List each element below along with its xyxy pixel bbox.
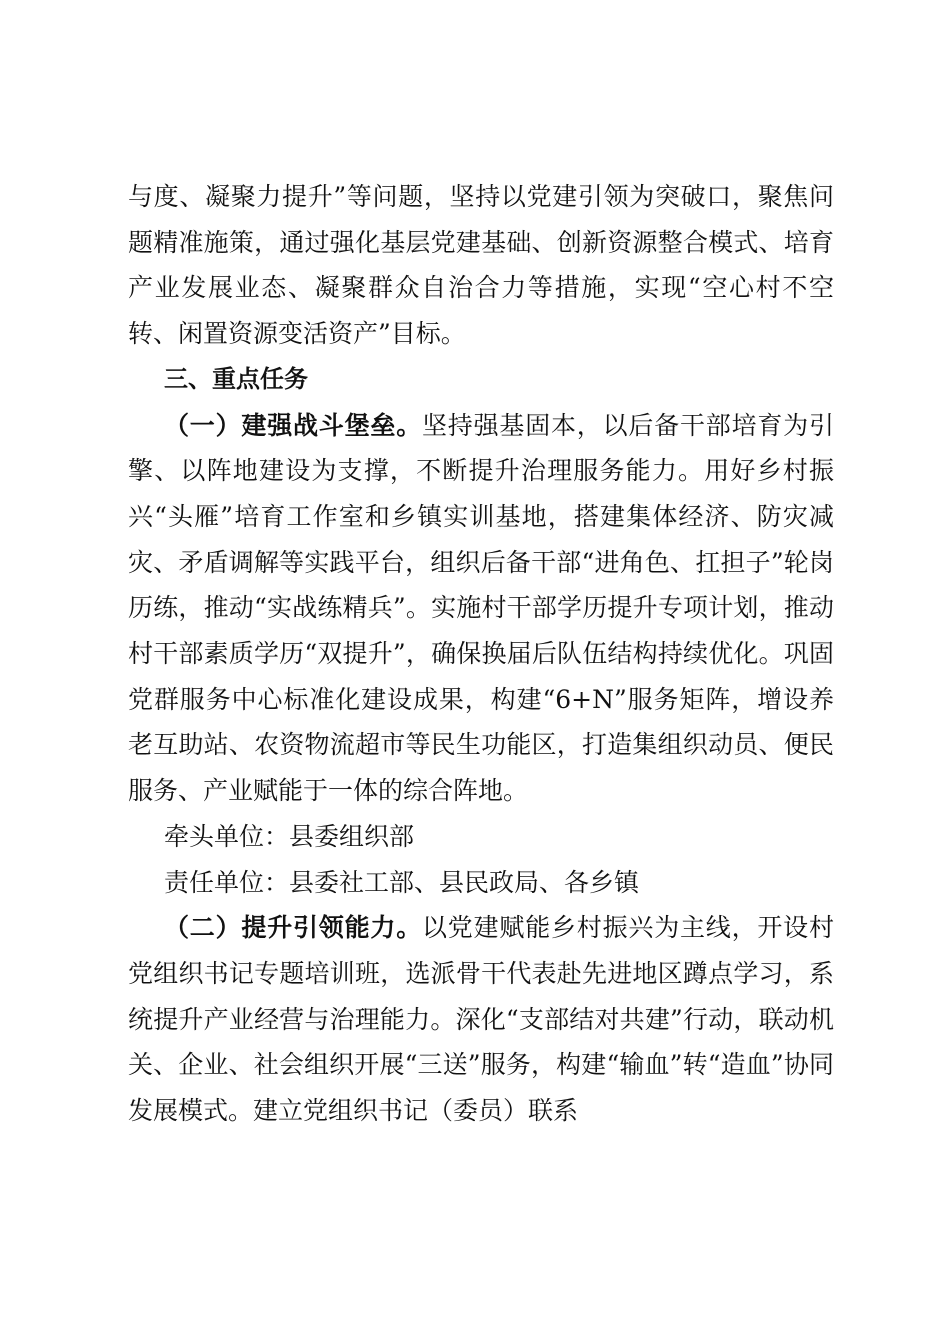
task-1-responsible-units: 责任单位：县委社工部、县民政局、各乡镇 (164, 867, 640, 897)
document-body (128, 174, 834, 1134)
continuation-paragraph: 与度、凝聚力提升”等问题，坚持以党建引领为突破口，聚焦问题精准施策，通过强化基层党建基础、创新资源整合模式、培育产业发展业态、凝聚群众自治合力等措施，实现“空心村不空转、闲置资源变活资产”目标。 (128, 182, 834, 349)
task-1-body: 坚持强基固本，以后备干部培育为引擎、以阵地建设为支撑，不断提升治理服务能力。用好乡村振兴“头雁”培育工作室和乡镇实训基地，搭建集体经济、防灾减灾、矛盾调解等实践平台，组织后备干部“进角色、扛担子”轮岗历练，推动“实战练精兵”。实施村干部学历提升专项计划，推动村干部素质学历“双提升”，确保换届后队伍结构持续优化。巩固党群服务中心标准化建设成果，构建“6+N”服务矩阵，增设养老互助站、农资物流超市等民生功能区，打造集组织动员、便民服务、产业赋能于一体的综合阵地。 (128, 410, 834, 806)
task-1-lead-unit: 牵头单位：县委组织部 (164, 821, 415, 851)
task-1-paragraph (128, 403, 834, 814)
section-heading-key-tasks: 三、重点任务 (164, 364, 308, 393)
task-2-title: （二）提升引领能力。 (164, 913, 422, 943)
task-2-body: 以党建赋能乡村振兴为主线，开设村党组织书记专题培训班，选派骨干代表赴先进地区蹲点学习，系统提升产业经营与治理能力。深化“支部结对共建”行动，联动机关、企业、社会组织开展“三送”服务，构建“输血”转“造血”协同发展模式。建立党组织书记（委员）联系 (128, 913, 834, 1126)
task-1-title: （一）建强战斗堡垒。 (164, 410, 422, 440)
task-2-paragraph (128, 905, 834, 1134)
